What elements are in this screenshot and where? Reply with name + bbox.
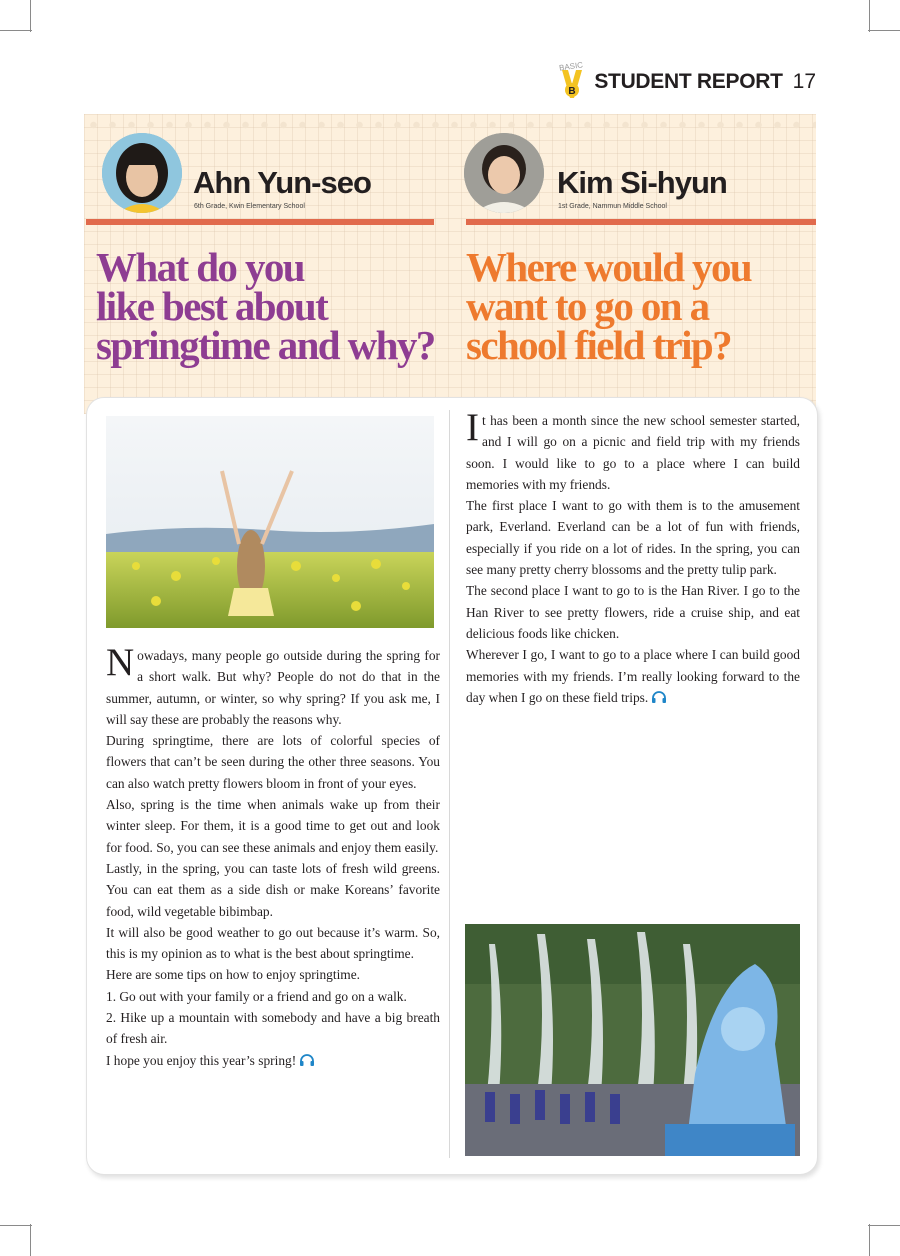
question-line: want to go on a (466, 283, 709, 329)
avatar-ahn-yun-seo (102, 133, 182, 213)
logo-small-text: BASIC (558, 60, 584, 73)
question-line: school field trip? (466, 322, 732, 368)
spring-field-photo (106, 416, 434, 628)
page-header (558, 60, 816, 104)
paragraph: It will also be good weather to go out because it’s warm. So, this is my opinion as to what is the best about springtime. (106, 924, 440, 962)
crop-mark (0, 30, 32, 31)
paragraph: The second place I want to go to is the Han River. I go to the Han River to see pretty flowers, ride a cruise ship, and eat delicious foods like chicken. (466, 583, 800, 641)
question-line: Where would you (466, 244, 752, 290)
name-underline (466, 219, 816, 225)
paragraph: 2. Hike up a mountain with somebody and have a big breath of fresh air. (106, 1010, 440, 1047)
paragraph: 1. Go out with your family or a friend and go on a walk. (106, 988, 407, 1004)
logo-letter: B (568, 86, 576, 97)
paragraph: Wherever I go, I want to go to a place where I can build good memories with my friends. I’m really looking forward to the day when I go on these field trips. (466, 647, 800, 705)
crop-mark (868, 1225, 900, 1226)
crop-mark (869, 1224, 870, 1256)
paragraph: Lastly, in the spring, you can taste lots of fresh wild greens. You can eat them as a side dish or make Koreans’ favorite food, wild vegetable bibimbap. (106, 860, 440, 919)
crop-mark (869, 0, 870, 32)
name-underline (86, 219, 434, 225)
crop-mark (30, 0, 31, 32)
paragraph: It has been a month since the new school semester started, and I will go on a picnic and field trip with my friends soon. I would like to go to a place where I can build memories with my friends. (466, 406, 800, 492)
student-name: Ahn Yun-seo (193, 165, 371, 200)
paragraph: Also, spring is the time when animals wake up from their winter sleep. For them, it is a good time to get out and look for food. So, you can see these animals and enjoy them easily. (106, 797, 440, 855)
paragraph: Here are some tips on how to enjoy springtime. (106, 967, 360, 983)
article-left (106, 641, 440, 1071)
drop-cap: N (106, 641, 135, 684)
article-right (466, 406, 800, 708)
section-title: STUDENT REPORT (594, 70, 783, 93)
headphones-icon (299, 1053, 315, 1067)
question-line: springtime and why? (96, 322, 435, 368)
amusement-park-photo (465, 924, 800, 1156)
paragraph: Nowadays, many people go outside during the spring for a short walk. But why? People do not do that in the summer, autumn, or winter, so why spring? If you ask me, I will say these are probably the reasons why. (106, 641, 440, 727)
page-number: 17 (792, 70, 816, 93)
crop-mark (0, 1225, 32, 1226)
headphones-icon (651, 690, 667, 704)
avatar-kim-si-hyun (464, 133, 544, 213)
panel-dot-border (84, 120, 816, 130)
student-school: 1st Grade, Nammun Middle School (558, 203, 667, 210)
v-mark-icon (560, 68, 584, 100)
paragraph: I hope you enjoy this year’s spring! (106, 1050, 440, 1071)
crop-mark (868, 30, 900, 31)
column-divider (449, 410, 450, 1158)
paragraph: During springtime, there are lots of colorful species of flowers that can’t be seen during the other three seasons. You can also watch pretty flowers bloom in front of your eyes. (106, 733, 440, 791)
crop-mark (30, 1224, 31, 1256)
question-heading-left (96, 244, 435, 368)
drop-cap: I (466, 406, 479, 449)
paragraph: The first place I want to go with them is to the amusement park, Everland. Everland can be a lot of fun with friends, especially if you ride on a lot of rides. In the spring, you can see many pretty cherry blossoms and the pretty tulip park. (466, 498, 800, 578)
basic-v-logo-icon (558, 62, 586, 102)
question-line: like best about (96, 283, 328, 329)
question-line: What do you (96, 244, 304, 290)
question-heading-right (466, 244, 752, 368)
student-name: Kim Si-hyun (557, 165, 727, 200)
student-school: 6th Grade, Kwin Elementary School (194, 203, 305, 210)
